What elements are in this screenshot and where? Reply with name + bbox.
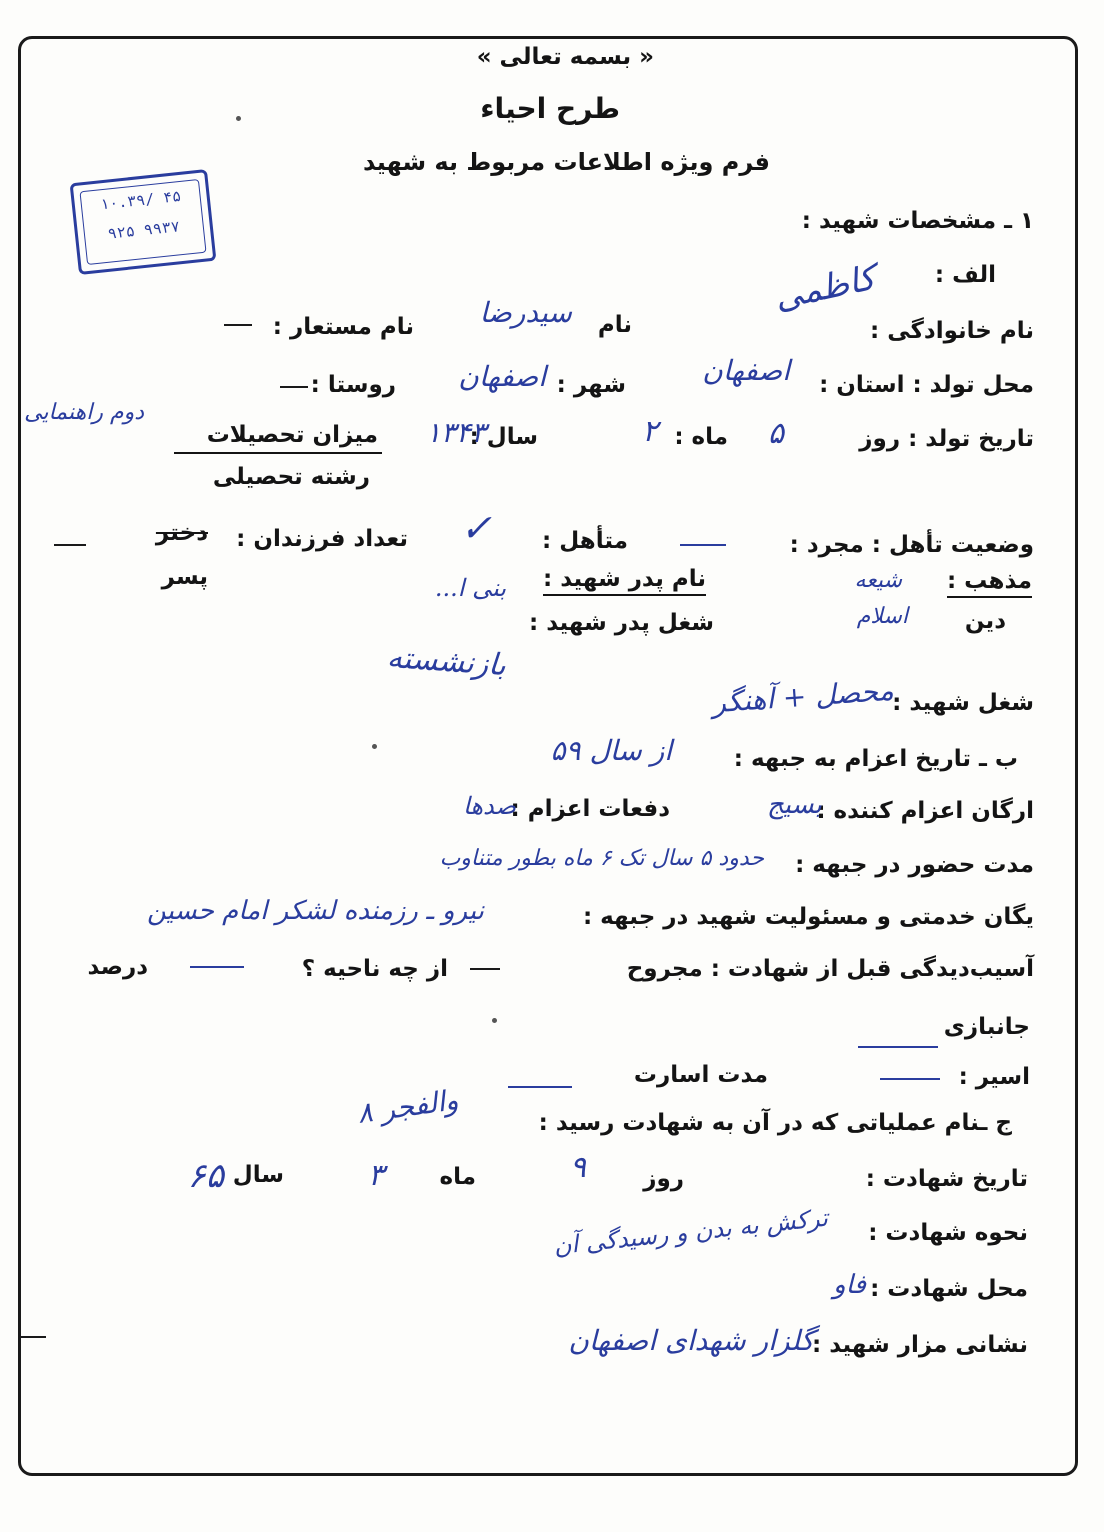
children-count-label: تعداد فرزندان : — [236, 526, 408, 552]
birth-province-value: اصفهان — [702, 354, 790, 387]
injury-label: آسیب‌دیدگی قبل از شهادت : مجروح — [626, 956, 1034, 982]
front-duration-label: مدت حضور در جبهه : — [795, 852, 1034, 878]
captivity-empty-dash — [508, 1086, 572, 1088]
faith-value: اسلام — [856, 604, 908, 629]
family-name-label: نام خانوادگی : — [870, 318, 1034, 344]
birth-city-value: اصفهان — [458, 360, 546, 393]
father-name-label: نام پدر شهید : — [543, 566, 706, 596]
registration-stamp — [70, 169, 217, 275]
father-job-label: شغل پدر شهید : — [529, 610, 714, 636]
daughter-label: دختر — [155, 520, 208, 546]
father-name-value: بنی ا... — [434, 574, 506, 602]
birthplace-label: محل تولد : استان : — [819, 372, 1034, 398]
single-crossed-mark — [680, 544, 726, 546]
martyrdom-month-label: ماه — [439, 1164, 476, 1190]
captive-empty-dash — [880, 1078, 940, 1080]
form-title: طرح احیاء — [480, 92, 620, 125]
father-job-value: بازنشسته — [385, 639, 508, 684]
martyrdom-place-value: فاو — [833, 1270, 866, 1300]
stamp-line-1: ۱۰.۳۹/ ۴۵ — [99, 186, 183, 214]
martyr-job-label: شغل شهید : — [892, 690, 1034, 716]
martyrdom-place-label: محل شهادت : — [870, 1276, 1028, 1302]
religion-sect-value: شیعه — [854, 568, 902, 593]
village-empty-dash — [280, 386, 308, 388]
injured-empty-dash — [470, 968, 500, 970]
margin-tick — [20, 1336, 46, 1338]
alef-label: الف : — [934, 262, 996, 288]
service-unit-label: یگان خدمتی و مسئولیت شهید در جبهه : — [582, 904, 1034, 930]
grave-address-value: گلزار شهدای اصفهان — [568, 1324, 814, 1357]
dispatching-org-label: ارگان اعزام کننده : — [816, 798, 1034, 824]
service-unit-value: نیرو ـ رزمنده لشکر امام حسین — [147, 896, 484, 926]
martyrdom-date-label: تاریخ شهادت : — [865, 1166, 1028, 1192]
dispatch-count-value: صدها — [463, 792, 516, 820]
alias-label: نام مستعار : — [272, 314, 414, 340]
form-subtitle: فرم ویژه اطلاعات مربوط به شهید — [362, 148, 770, 176]
injury-area-dash — [190, 966, 244, 968]
birth-year-value: ۱۳۴۳ — [425, 416, 486, 449]
dispatching-org-value: بسیج — [766, 790, 822, 820]
front-duration-value: حدود ۵ سال تک ۶ ماه بطور متناوب — [439, 846, 764, 871]
martyrdom-manner-value: ترکش به بدن و رسیدگی آن — [551, 1203, 829, 1261]
dispatch-date-value: از سال ۵۹ — [550, 734, 672, 767]
veteran-label: جانبازی — [943, 1014, 1030, 1040]
education-label: میزان تحصیلات — [174, 422, 382, 454]
martyrdom-day-value: ۹ — [569, 1150, 586, 1185]
scan-speck — [372, 744, 377, 749]
married-label: متأهل : — [542, 528, 628, 554]
family-name-value: کاظمی — [771, 257, 880, 319]
son-label: پسر — [161, 564, 208, 590]
section-1-heading: ۱ ـ مشخصات شهید : — [801, 208, 1034, 234]
first-name-label: نام — [597, 312, 632, 338]
martyrdom-manner-label: نحوه شهادت : — [868, 1220, 1028, 1246]
martyrdom-day-label: روز — [643, 1166, 684, 1192]
birth-city-label: شهر : — [556, 372, 626, 398]
first-name-value: سیدرضا — [479, 296, 572, 329]
birth-day-value: ۵ — [767, 416, 784, 451]
percent-label: درصد — [87, 954, 148, 980]
birth-month-value: ۲ — [641, 414, 658, 449]
operation-label: ج ـنام عملیاتی که در آن به شهادت رسید : — [538, 1110, 1012, 1136]
martyr-job-value: محصل + آهنگر — [711, 673, 895, 720]
birthdate-label: تاریخ تولد : روز — [859, 426, 1034, 452]
dispatch-count-label: دفعات اعزام : — [510, 796, 670, 822]
faith-label: دین — [964, 608, 1006, 634]
martyrdom-month-value: ۳ — [367, 1158, 384, 1193]
injury-area-label: از چه ناحیه ؟ — [301, 956, 448, 982]
veteran-empty-dash — [858, 1046, 938, 1048]
religion-sect-label: مذهب : — [947, 568, 1032, 598]
alias-empty-dash — [224, 324, 252, 326]
scan-speck — [236, 116, 241, 121]
birth-month-label: ماه : — [674, 424, 728, 450]
field-of-study-label: رشته تحصیلی — [212, 464, 370, 490]
marital-status-label: وضعیت تأهل : مجرد : — [789, 532, 1034, 558]
dispatch-date-label: ب ـ تاریخ اعزام به جبهه : — [733, 746, 1018, 772]
birth-year-label: سال : — [469, 424, 538, 450]
captivity-duration-label: مدت اسارت — [633, 1062, 768, 1088]
scan-speck — [492, 1018, 497, 1023]
education-value: دوم راهنمایی — [24, 400, 144, 425]
martyrdom-year-value: ۶۵ — [187, 1156, 224, 1196]
children-empty-dash — [54, 544, 86, 546]
captive-label: اسیر : — [958, 1064, 1030, 1090]
martyrdom-year-label: سال — [232, 1162, 284, 1188]
married-check-mark: ✓ — [460, 506, 492, 550]
stamp-line-2: ۹۲۵ ۹۹۳۷ — [106, 217, 181, 243]
grave-address-label: نشانی مزار شهید : — [812, 1332, 1028, 1358]
birth-village-label: روستا : — [310, 372, 396, 398]
invocation: « بسمه تعالی » — [476, 44, 654, 70]
operation-value: والفجر ۸ — [354, 1083, 460, 1130]
stamp-inner-border — [79, 179, 206, 265]
